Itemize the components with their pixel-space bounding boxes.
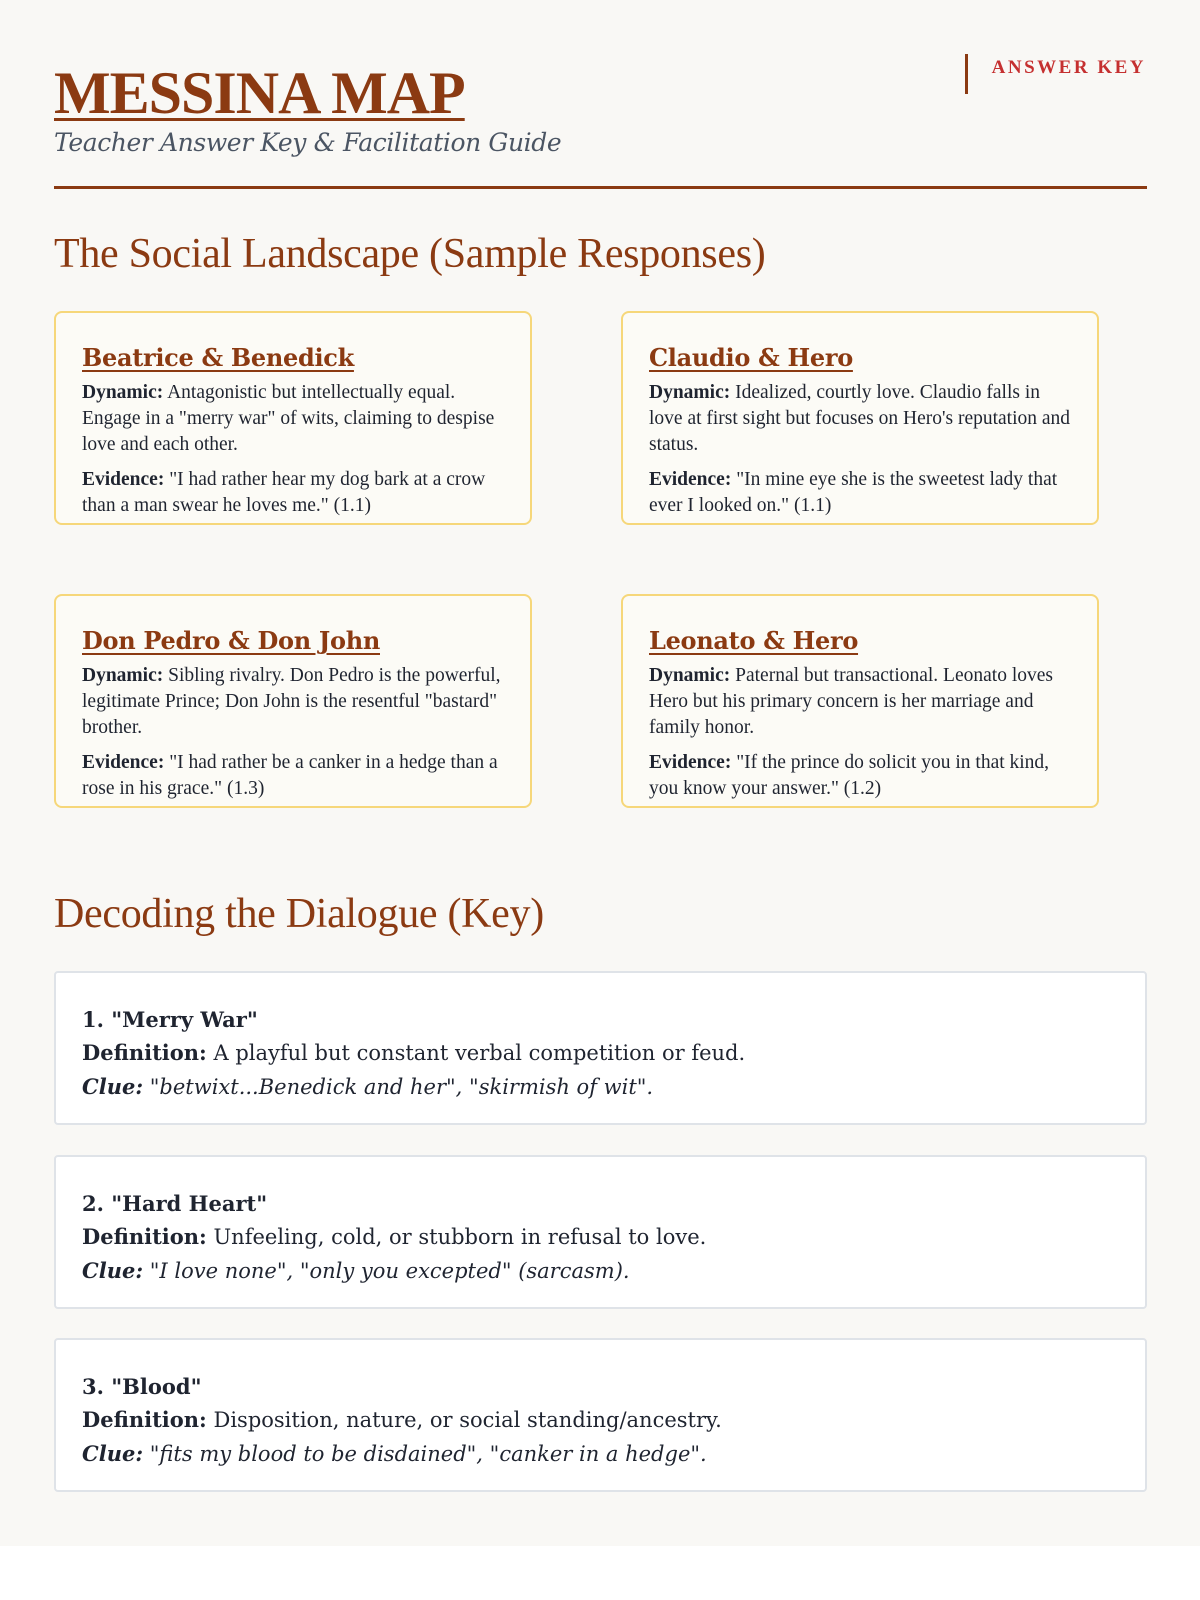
card-dynamic	[82, 380, 504, 458]
dialogue-definition	[82, 1403, 1119, 1437]
dialogue-term: 1. "Merry War"	[82, 1007, 258, 1032]
header-divider	[54, 186, 1147, 189]
relationship-card-don-pedro-don-john	[54, 594, 532, 808]
definition-label: Definition:	[82, 1040, 207, 1065]
dynamic-text: Antagonistic but intellectually equal. Engage in a "merry war" of wits, claiming to despise love and each other.	[82, 382, 495, 455]
card-dynamic	[649, 663, 1071, 741]
social-landscape-heading: The Social Landscape (Sample Responses)	[54, 231, 766, 277]
evidence-label: Evidence:	[649, 752, 732, 773]
card-title: Claudio & Hero	[649, 343, 853, 372]
dynamic-label: Dynamic:	[82, 665, 164, 686]
dynamic-text: Paternal but transactional. Leonato loves Hero but his primary concern is her marriage and family honor.	[649, 665, 1053, 738]
evidence-text: "I had rather hear my dog bark at a crow than a man swear he loves me." (1.1)	[82, 469, 486, 516]
relationship-card-claudio-hero	[621, 311, 1099, 525]
dialogue-clue	[82, 1070, 1119, 1104]
card-evidence	[649, 750, 1071, 802]
dynamic-label: Dynamic:	[649, 382, 731, 403]
clue-text: "betwixt...Benedick and her", "skirmish of wit".	[149, 1075, 654, 1099]
dialogue-item	[54, 971, 1147, 1125]
card-dynamic	[82, 663, 504, 741]
dialogue-term: 2. "Hard Heart"	[82, 1191, 268, 1216]
evidence-label: Evidence:	[82, 752, 165, 773]
answer-key-badge: ANSWER KEY	[965, 54, 1146, 94]
evidence-text: "I had rather be a canker in a hedge than a rose in his grace." (1.3)	[82, 752, 498, 799]
dialogue-definition	[82, 1220, 1119, 1254]
decoding-dialogue-heading: Decoding the Dialogue (Key)	[54, 891, 544, 937]
dynamic-text: Idealized, courtly love. Claudio falls in love at first sight but focuses on Hero's reputation and status.	[649, 382, 1071, 455]
dialogue-clue	[82, 1437, 1119, 1471]
dynamic-label: Dynamic:	[82, 382, 164, 403]
definition-label: Definition:	[82, 1224, 207, 1249]
evidence-label: Evidence:	[649, 469, 732, 490]
evidence-text: "If the prince do solicit you in that kind, you know your answer." (1.2)	[649, 752, 1050, 799]
page-title: MESSINA MAP	[54, 60, 465, 126]
relationship-card-leonato-hero	[621, 594, 1099, 808]
page-subtitle: Teacher Answer Key & Facilitation Guide	[54, 128, 562, 157]
relationship-card-beatrice-benedick	[54, 311, 532, 525]
card-dynamic	[649, 380, 1071, 458]
clue-label: Clue:	[82, 1441, 144, 1466]
clue-label: Clue:	[82, 1258, 144, 1283]
clue-text: "I love none", "only you excepted" (sarcasm).	[149, 1259, 630, 1283]
card-title: Beatrice & Benedick	[82, 343, 354, 372]
card-title: Leonato & Hero	[649, 626, 859, 655]
card-title: Don Pedro & Don John	[82, 626, 380, 655]
clue-text: "fits my blood to be disdained", "canker in a hedge".	[149, 1442, 707, 1466]
dialogue-item	[54, 1338, 1147, 1492]
definition-label: Definition:	[82, 1407, 207, 1432]
dialogue-definition	[82, 1036, 1119, 1070]
evidence-text: "In mine eye she is the sweetest lady that ever I looked on." (1.1)	[649, 469, 1058, 516]
dynamic-label: Dynamic:	[649, 665, 731, 686]
clue-label: Clue:	[82, 1074, 144, 1099]
card-evidence	[82, 467, 504, 519]
card-evidence	[82, 750, 504, 802]
definition-text: Disposition, nature, or social standing/ancestry.	[213, 1408, 722, 1432]
dynamic-text: Sibling rivalry. Don Pedro is the powerful, legitimate Prince; Don John is the resentful "bastard" brother.	[82, 665, 501, 738]
dialogue-item	[54, 1155, 1147, 1309]
card-evidence	[649, 467, 1071, 519]
evidence-label: Evidence:	[82, 469, 165, 490]
definition-text: A playful but constant verbal competition or feud.	[213, 1041, 746, 1065]
dialogue-clue	[82, 1254, 1119, 1288]
definition-text: Unfeeling, cold, or stubborn in refusal to love.	[213, 1225, 707, 1249]
dialogue-term: 3. "Blood"	[82, 1374, 202, 1399]
header	[54, 57, 1146, 157]
